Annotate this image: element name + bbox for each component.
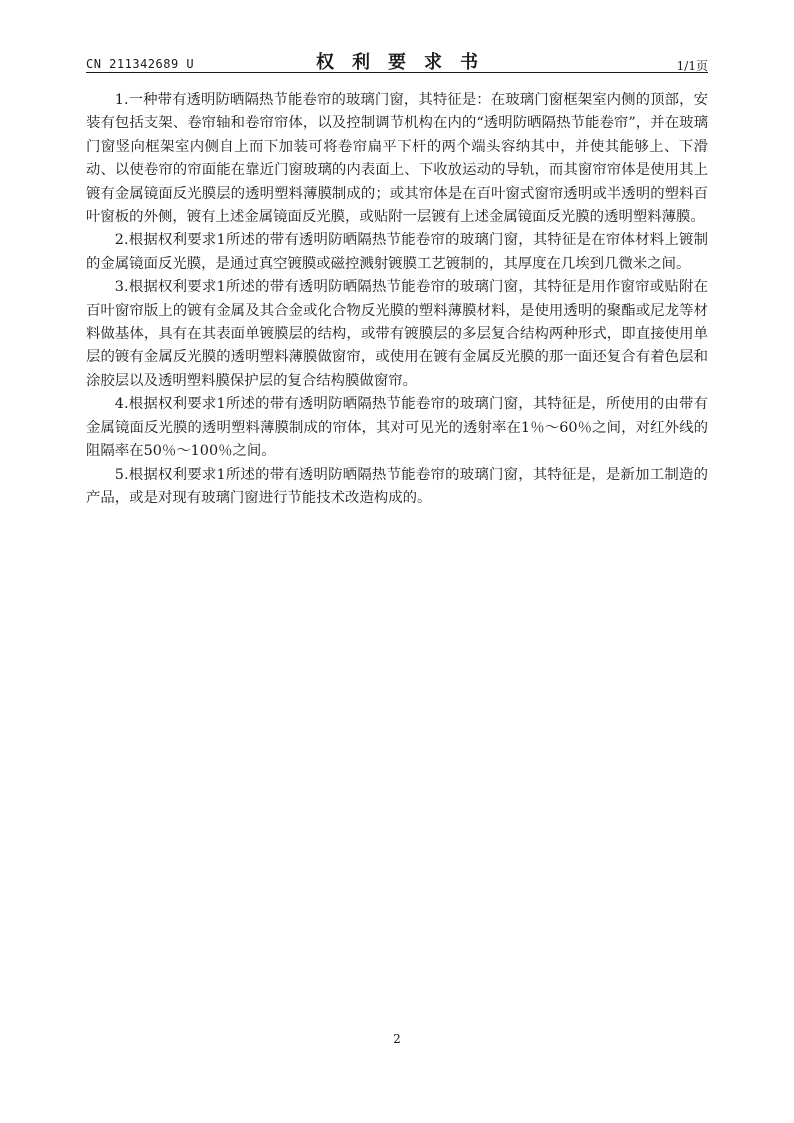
claim-3: 3.根据权利要求1所述的带有透明防晒隔热节能卷帘的玻璃门窗，其特征是用作窗帘或贴附在百叶窗帘版上的镀有金属及其合金或化合物反光膜的塑料薄膜材料，是使用透明的聚酯或尼龙等材料做基体，具有在其表面单镀膜层的结构，或带有镀膜层的多层复合结构两种形式，即直接使用单层的镀有金属反光膜的透明塑料薄膜做窗帘，或使用在镀有金属反光膜的那一面还复合有着色层和涂胶层以及透明塑料膜保护层的复合结构膜做窗帘。 — [86, 279, 708, 389]
page-header — [86, 44, 708, 74]
page-indicator: 1/1页 — [676, 59, 708, 73]
claims-section — [86, 89, 708, 510]
claim-5: 5.根据权利要求1所述的带有透明防晒隔热节能卷帘的玻璃门窗，其特征是，是新加工制造的产品，或是对现有玻璃门窗进行节能技术改造构成的。 — [86, 466, 708, 506]
claim-1: 1.一种带有透明防晒隔热节能卷帘的玻璃门窗，其特征是：在玻璃门窗框架室内侧的顶部，安装有包括支架、卷帘轴和卷帘帘体，以及控制调节机构在内的“透明防晒隔热节能卷帘”，并在玻璃门窗竖向框架室内侧自上而下加装可将卷帘扁平下杆的两个端头容纳其中，并使其能够上、下滑动、以使卷帘的帘面能在靠近门窗玻璃的内表面上、下收放运动的导轨，而其窗帘帘体是使用其上镀有金属镜面反光膜层的透明塑料薄膜制成的；或其帘体是在百叶窗式窗帘透明或半透明的塑料百叶窗板的外侧，镀有上述金属镜面反光膜，或贴附一层镀有上述金属镜面反光膜的透明塑料薄膜。 — [86, 92, 708, 226]
document-title: 权利要求书 — [316, 52, 496, 73]
publication-number: CN 211342689 U — [86, 57, 195, 71]
claim-4: 4.根据权利要求1所述的带有透明防晒隔热节能卷帘的玻璃门窗，其特征是，所使用的由带有金属镜面反光膜的透明塑料薄膜制成的帘体，其对可见光的透射率在1％～60％之间，对红外线的阻隔率在50％～100％之间。 — [86, 396, 708, 460]
page-number: 2 — [393, 1032, 401, 1046]
header-divider — [86, 72, 708, 73]
claim-2: 2.根据权利要求1所述的带有透明防晒隔热节能卷帘的玻璃门窗，其特征是在帘体材料上镀制的金属镜面反光膜，是通过真空镀膜或磁控溅射镀膜工艺镀制的，其厚度在几埃到几微米之间。 — [86, 232, 708, 272]
